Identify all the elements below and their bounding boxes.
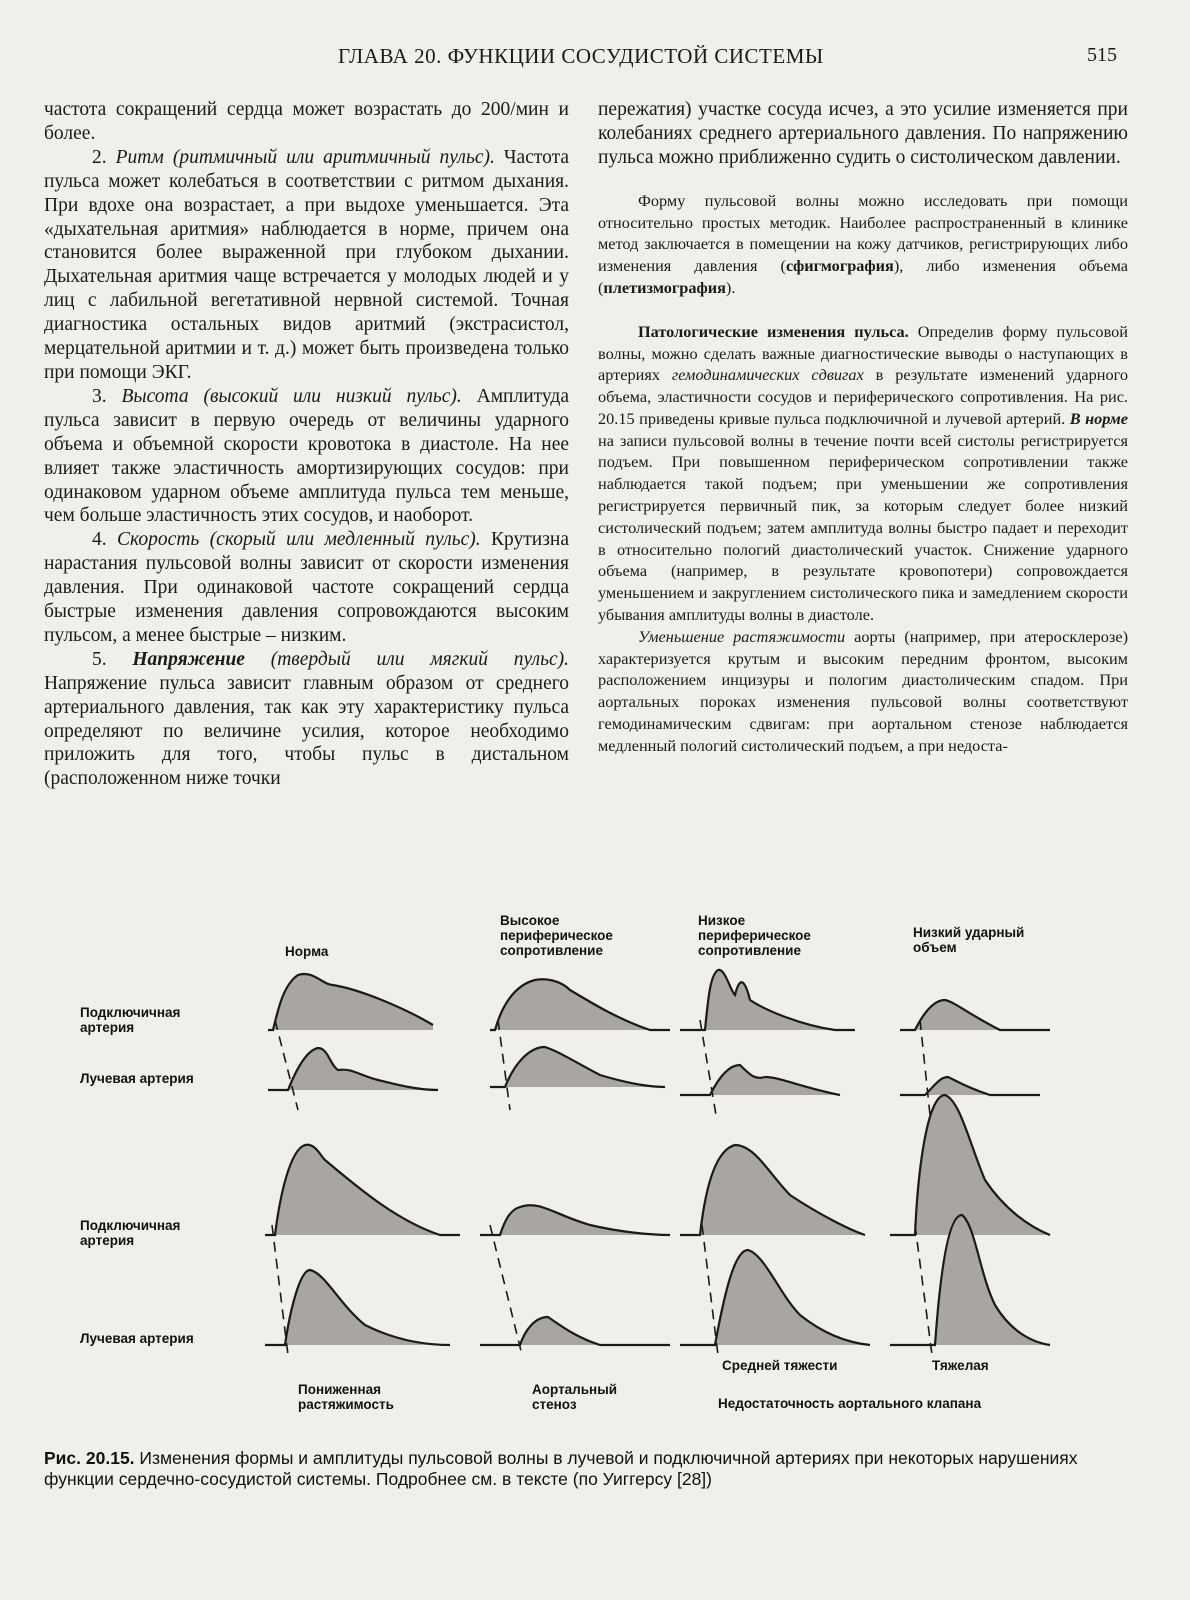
wave-area [500,1205,670,1235]
paragraph-speed [44,528,569,648]
right-column [598,98,1128,757]
label-norm: Норма [285,944,329,959]
term: Напряжение [132,648,245,670]
caption-label: Рис. 20.15. [44,1448,135,1468]
term-variants: (высокий или низкий пульс). [203,385,462,407]
wave-severe-subclavian [890,1095,1050,1235]
paragraph-rhythm [44,146,569,385]
emphasis: Уменьшение растяжимости [638,626,846,646]
label-aortic-insufficiency: Недостаточность аортального клапана [718,1396,982,1411]
paragraph [598,98,1128,170]
timing-dashed-line [272,1225,288,1355]
term: Высота [121,385,189,407]
wave-moderate-subclavian [680,1145,865,1235]
paragraph-methods [598,190,1128,299]
wave-highres-radial [490,1047,665,1087]
emphasis: В норме [1069,408,1128,428]
wave-area [285,1270,450,1345]
wave-distensibility-subclavian [265,1145,460,1235]
paragraph-text: аорты (например, при атеросклерозе) характеризуется крутым и высоким передним фронтом, высоким расположением инцизуры и пологим диастолическим спадом. При аортальных пороках изменения пульсовой волны соответствуют гемодинамическим сдвигам: при аортальном стенозе наблюдается медленный пологий систолический подъем, а при недоста- [598,626,1128,755]
paragraph-text: Определив форму пульсовой волны, можно сделать важные диагностические выводы о наступающих в артериях [598,321,1129,385]
label-aortic-stenosis: Аортальный стеноз [532,1382,618,1412]
item-number: 3. [92,385,107,407]
page-number: 515 [1087,44,1117,66]
label-moderate: Средней тяжести [722,1358,838,1373]
timing-dashed-line [275,1020,298,1110]
label-low-stroke-volume: Низкий ударный объем [913,925,1025,955]
wave-lowvol-radial [900,1077,1040,1095]
wave-norm-radial [268,1048,438,1090]
label-low-resistance: Низкое периферическое сопротивление [698,913,811,958]
wave-area [915,1095,1050,1235]
timing-dashed-line [700,1020,716,1115]
wave-area [705,970,835,1030]
emphasis: гемодинамических сдвигах [671,365,864,385]
item-number: 4. [92,529,107,551]
term-plethysmography: плетизмография [603,277,726,297]
paragraph-text: пережатия) участке сосуда исчез, а это усилие изменяется при колебаниях среднего артериального давления. По напряжению пульса можно приближенно судить о систолическом давлении. [598,99,1128,168]
item-number: 5. [92,648,107,670]
caption-text: Изменения формы и амплитуды пульсовой волны в лучевой и подключичной артериях при некоторых нарушениях функции сердечно-сосудистой системы. Подробнее см. в тексте (по Уиггерсу [28]) [44,1448,1078,1489]
paragraph-text: Форму пульсовой волны можно исследовать при помощи относительно простых методик. Наиболее распространенный в клинике метод заключается в помещении на кожу датчиков, регистрирующих либо изменения давления ( [598,190,1128,276]
term-variants: (скорый или медленный пульс). [209,529,481,551]
wave-highres-subclavian [490,979,670,1030]
label-radial-top: Лучевая артерия [80,1071,194,1086]
wave-area [288,1048,438,1090]
wave-lowvol-subclavian [900,1000,1050,1030]
label-subclavian-top: Подключичная артерия [80,1005,181,1035]
paragraph-text: Амплитуда пульса зависит в первую очередь от величины ударного объема и объемной скорости кровотока в диастоле. На нее влияет также эластичность амортизирующих сосудов: при одинаковом ударном объеме амплитуда пульса тем меньше, чем больше эластичность этих сосудов, и наоборот. [44,385,570,527]
label-high-resistance: Высокое периферическое сопротивление [500,913,613,958]
timing-dashed-line [498,1020,510,1110]
label-reduced-distensibility: Пониженная растяжимость [298,1382,394,1412]
term-variants: (ритмичный или аритмичный пульс). [172,146,495,168]
timing-dashed-line [920,1020,930,1115]
label-severe: Тяжелая [932,1358,989,1373]
term-sphygmography: сфигмография [785,256,894,276]
term: Ритм [115,146,164,168]
wave-area [273,974,433,1030]
wave-area [715,1250,870,1345]
timing-dashed-line [702,1225,718,1355]
paragraph-text: частота сокращений сердца может возрастать до 200/мин и более. [44,99,569,144]
wave-moderate-radial [680,1250,870,1345]
timing-dashed-line [490,1225,522,1355]
timing-dashed-line [915,1225,932,1355]
wave-lowres-radial [680,1065,840,1095]
wave-stenosis-subclavian [480,1205,670,1235]
paragraph-tension [44,648,569,791]
chapter-title: ГЛАВА 20. ФУНКЦИИ СОСУДИСТОЙ СИСТЕМЫ [338,44,824,68]
paragraph-text: на записи пульсовой волны в течение почти всей систолы регистрируется подъем. При повышенном периферическом сопротивлении также наблюдается такой подъем; при уменьшении же сопротивления регистрируется первичный пик, за которым следует более низкий систолический подъем; затем амплитуда волны быстро падает и переходит в относительно пологий диастолический участок. Снижение ударного объема (например, в результате кровопотери) сопровождается уменьшением и закруглением систолического пика и замедлением скорости убывания амплитуды волны в диастоле. [598,430,1128,625]
running-head [0,44,1190,74]
item-number: 2. [92,146,107,168]
section-heading: Патологические изменения пульса. [638,321,909,341]
wave-norm-subclavian [268,974,433,1030]
wave-area [495,979,650,1030]
wave-distensibility-radial [265,1270,450,1345]
figure-pulse-waves [40,913,1150,1445]
paragraph-distensibility [598,626,1128,757]
paragraph-text: ). [725,277,736,297]
wave-stenosis-radial [480,1317,670,1345]
paragraph-text: Крутизна нарастания пульсовой волны зависит от скорости изменения давления. При одинаковой частоте сокращений сердца быстрые изменения давления сопровождаются высоким пульсом, а менее быстрые – низким. [44,529,569,646]
figure-caption [44,1448,1134,1490]
wave-lowres-subclavian [680,970,855,1030]
paragraph-height [44,385,569,528]
wave-area [275,1145,440,1235]
left-column [44,98,569,791]
paragraph [44,98,569,146]
paragraph-text: в результате изменений ударного объема, эластичности сосудов и периферического сопротивления. На рис. 20.15 приведены кривые пульса подключичной и лучевой артерий. [598,365,1128,428]
paragraph-text: Напряжение пульса зависит главным образом от среднего артериального давления, так как эту характеристику пульса определяют по величине усилия, которое необходимо приложить для того, чтобы пульс в дистальном (расположенном ниже точки [44,672,569,790]
paragraph-text: Частота пульса может колебаться в соответствии с ритмом дыхания. При вдохе она возрастает, а при выдохе уменьшается. Эта «дыхательная аритмия» наблюдается в норме, причем она становится более выраженной при глубоком дыхании. Дыхательная аритмия чаще встречается у молодых людей и у лиц с лабильной вегетативной нервной системой. Точная диагностика остальных видов аритмий (экстрасистол, мерцательной аритмии и т. д.) может быть произведена только при помощи ЭКГ. [44,146,570,383]
paragraph-text: ), либо изменения объема ( [598,256,1128,297]
term-variants: (твердый или мягкий пульс). [270,648,569,670]
label-subclavian-bottom: Подключичная артерия [80,1218,181,1248]
term: Скорость [117,529,200,551]
small-print-block [598,190,1128,757]
wave-area [700,1145,865,1235]
label-radial-bottom: Лучевая артерия [80,1331,194,1346]
paragraph-pathology [598,321,1128,626]
